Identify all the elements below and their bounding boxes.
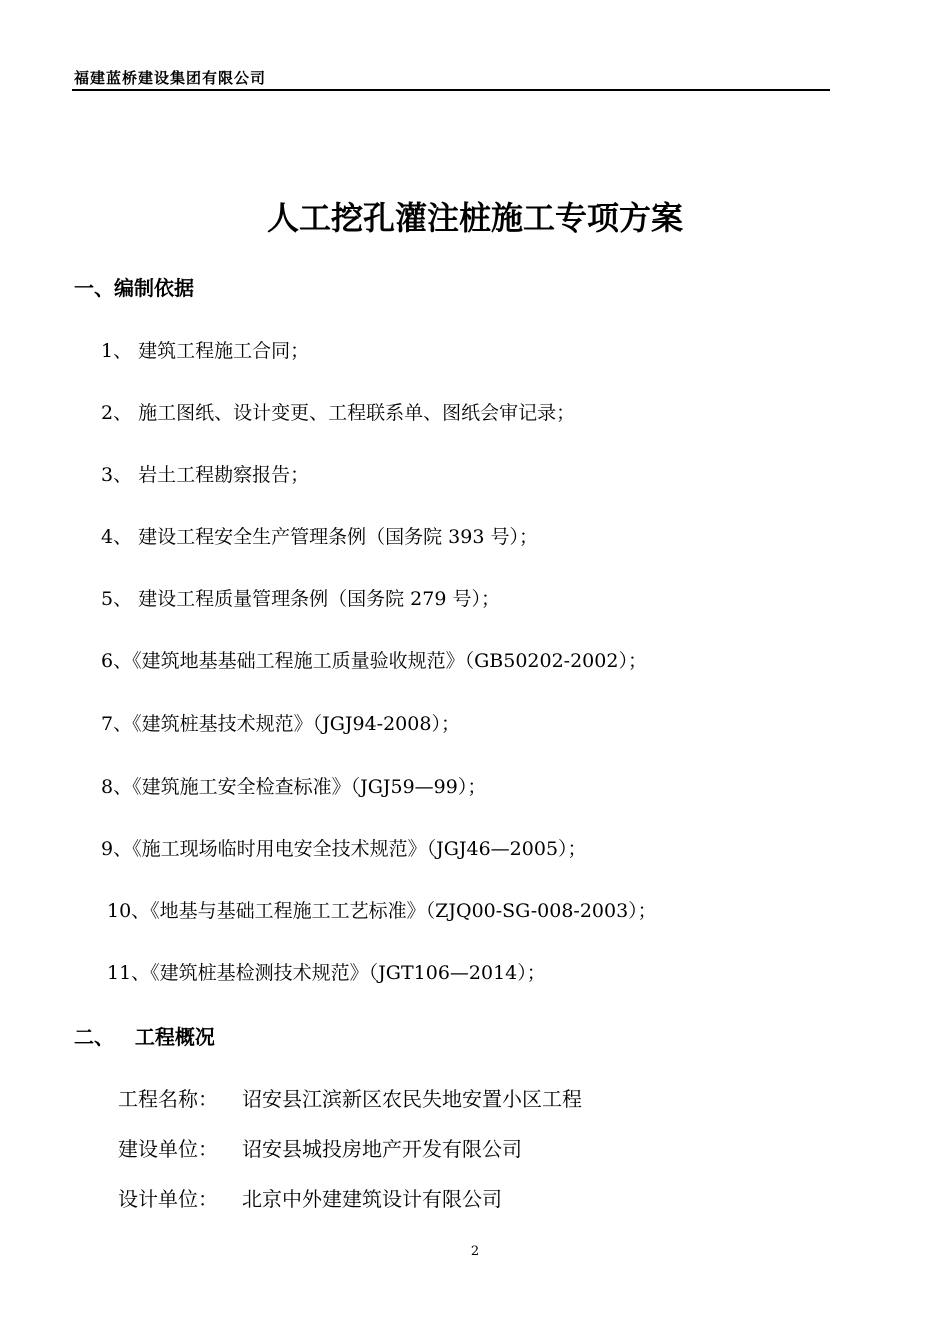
basis-item: 11、《建筑桩基检测技术规范》（JGT106—2014）； [107,962,546,984]
basis-item: 9、《施工现场临时用电安全技术规范》（JGJ46—2005）； [101,838,587,860]
basis-item: 1、 建筑工程施工合同； [101,340,310,362]
basis-item: 3、 岩土工程勘察报告； [101,464,310,486]
overview-row-designer [118,1185,502,1213]
overview-row-project-name [118,1085,582,1113]
section-heading-basis: 一、编制依据 [74,276,194,300]
basis-item: 6、《建筑地基基础工程施工质量验收规范》（GB50202-2002）； [101,650,647,672]
overview-value: 诏安县城投房地产开发有限公司 [242,1137,522,1161]
basis-item: 8、《建筑施工安全检查标准》（JGJ59—99）； [101,776,487,798]
overview-value: 北京中外建建筑设计有限公司 [242,1187,502,1211]
basis-item: 4、 建设工程安全生产管理条例（国务院 393 号）； [101,526,538,548]
overview-key: 建设单位： [118,1137,218,1161]
overview-value: 诏安县江滨新区农民失地安置小区工程 [242,1087,582,1111]
page-number: 2 [470,1244,480,1259]
overview-key: 设计单位： [118,1187,218,1211]
overview-row-developer [118,1135,522,1163]
basis-item: 7、《建筑桩基技术规范》（JGJ94-2008）； [101,713,460,735]
header-company-name: 福建蓝桥建设集团有限公司 [74,69,267,87]
overview-key: 工程名称： [118,1087,218,1111]
header-divider [72,89,830,91]
section-heading-overview: 二、 工程概况 [74,1025,215,1049]
basis-item: 5、 建设工程质量管理条例（国务院 279 号）； [101,588,500,610]
document-title: 人工挖孔灌注桩施工专项方案 [266,199,683,237]
basis-item: 10、《地基与基础工程施工工艺标准》（ZJQ00-SG-008-2003）； [107,900,657,922]
basis-item: 2、 施工图纸、设计变更、工程联系单、图纸会审记录； [101,402,576,424]
